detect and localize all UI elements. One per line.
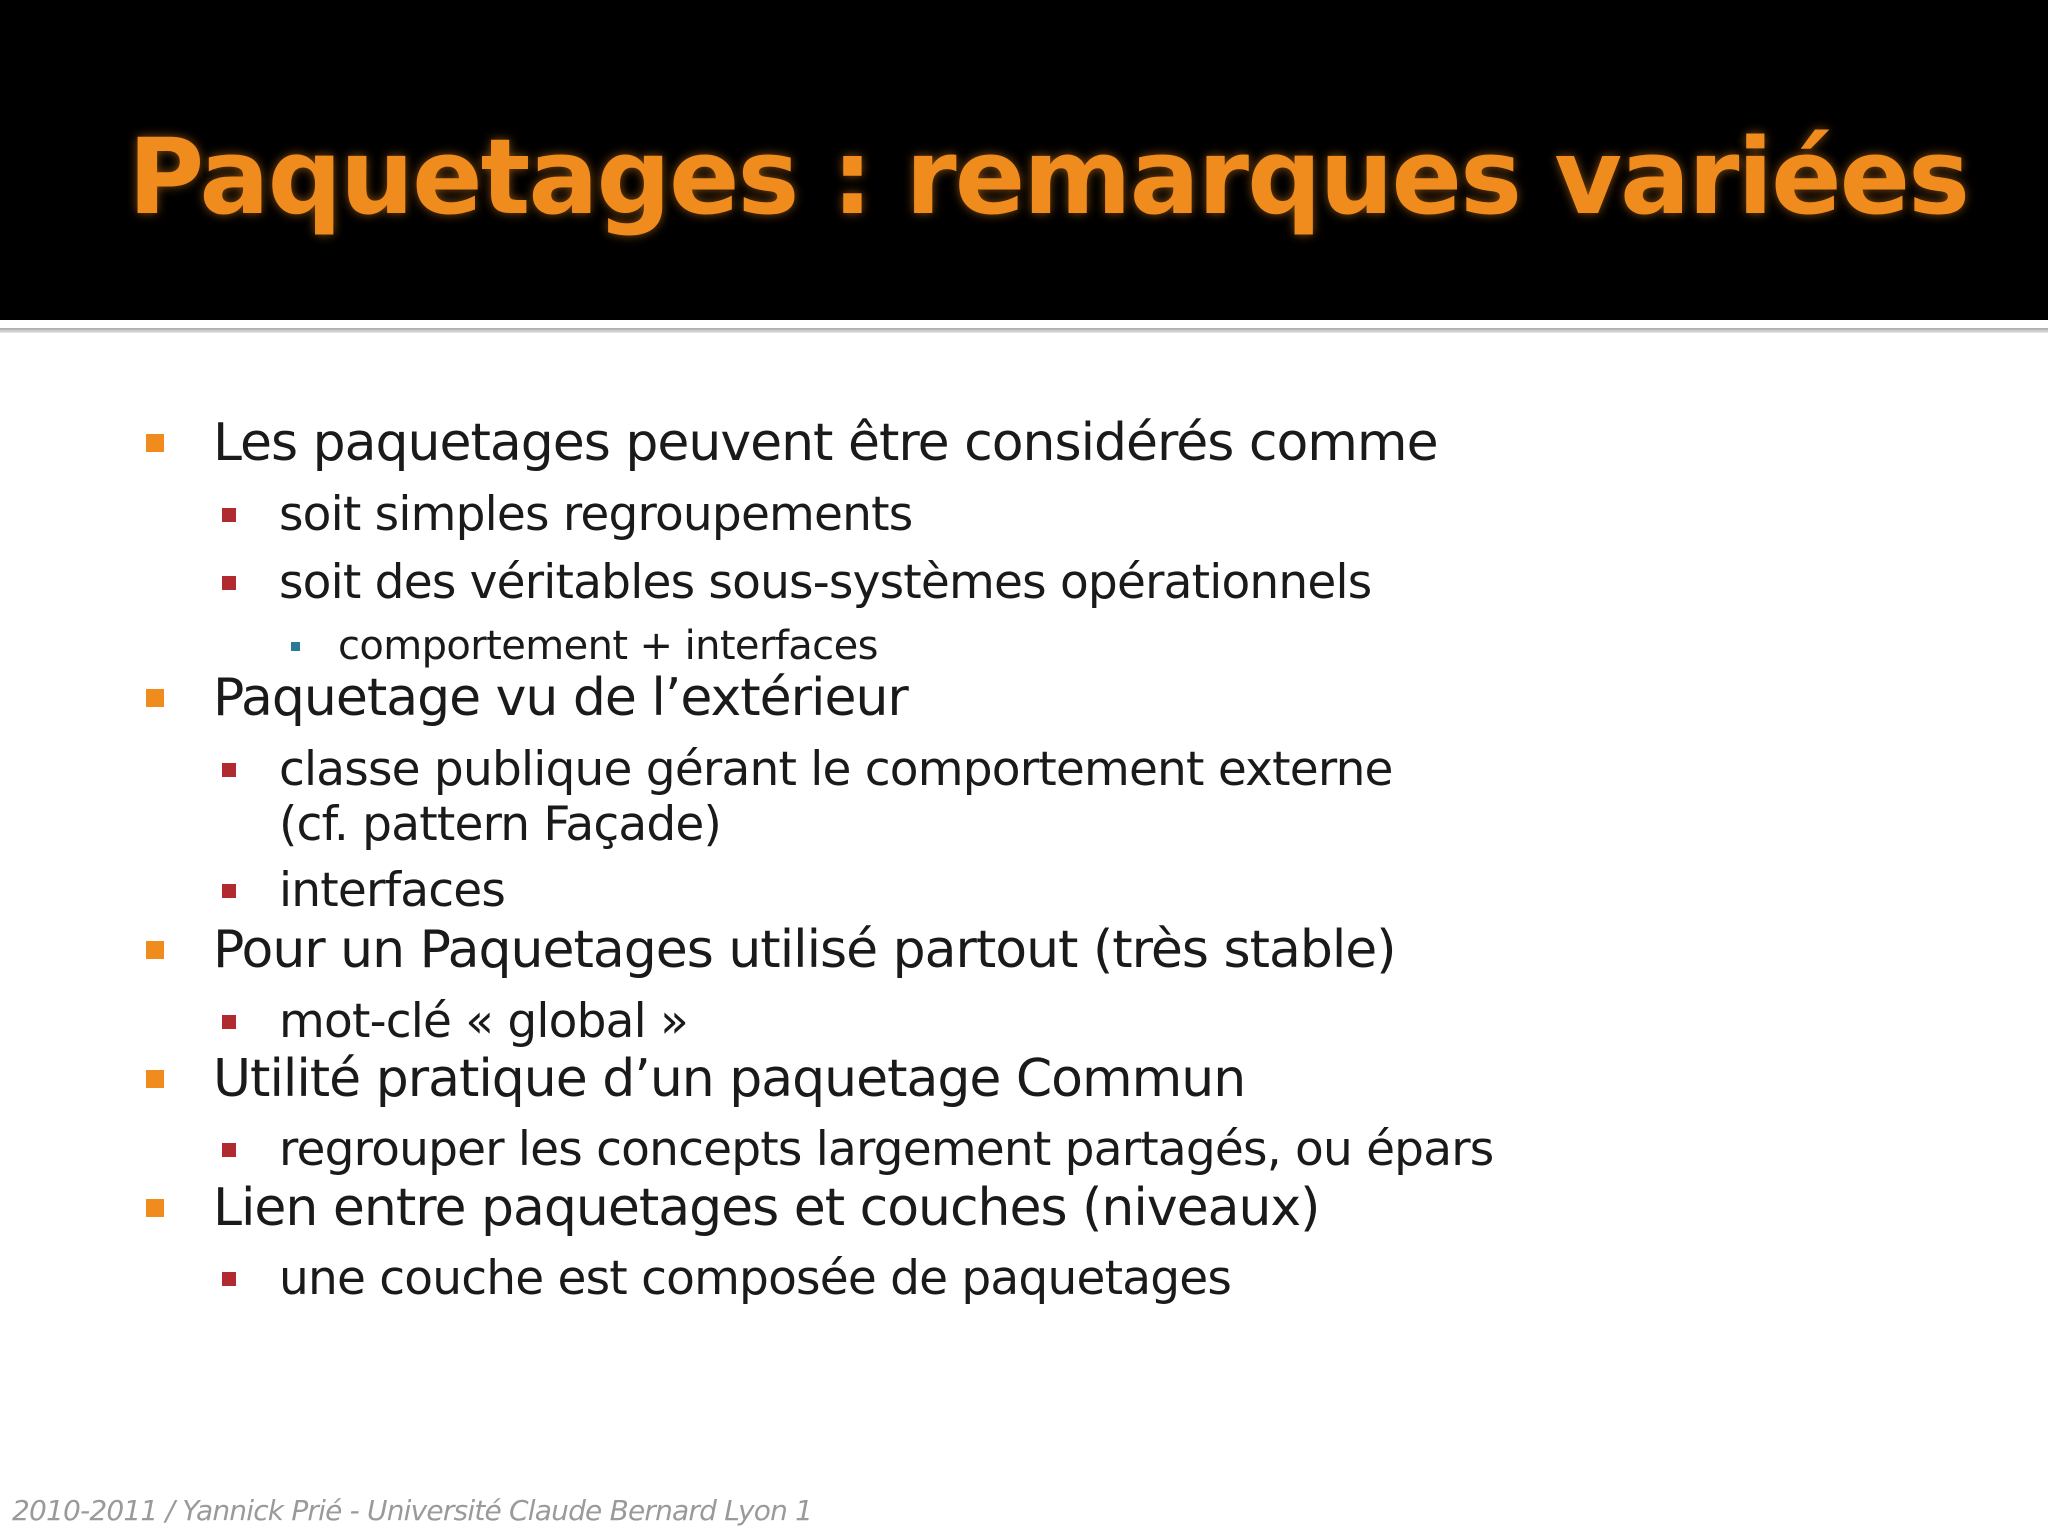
level2-bullet-icon bbox=[222, 763, 236, 777]
bullet-5-text: Lien entre paquetages et couches (niveaux) bbox=[213, 1178, 1320, 1238]
level3-bullet-icon bbox=[291, 642, 300, 651]
slide-footer: 2010-2011 / Yannick Prié - Université Claude Bernard Lyon 1 bbox=[12, 1494, 813, 1527]
level2-bullet-icon bbox=[222, 1272, 236, 1286]
bullet-2-2-text: interfaces bbox=[279, 863, 506, 918]
level2-bullet-icon bbox=[222, 1015, 236, 1029]
level1-bullet-icon bbox=[146, 1070, 164, 1088]
level1-bullet-icon bbox=[146, 1199, 164, 1217]
bullet-1-text: Les paquetages peuvent être considérés comme bbox=[213, 413, 1438, 473]
level1-bullet-icon bbox=[146, 434, 164, 452]
bullet-4-1-text: regrouper les concepts largement partagés, ou épars bbox=[279, 1122, 1494, 1177]
bullet-1-1-text: soit simples regroupements bbox=[279, 487, 913, 542]
bullet-4-text: Utilité pratique d’un paquetage Commun bbox=[213, 1049, 1246, 1109]
level2-bullet-icon bbox=[222, 508, 236, 522]
bullet-3-text: Pour un Paquetages utilisé partout (très stable) bbox=[213, 920, 1396, 980]
bullet-2-1-text-continued: (cf. pattern Façade) bbox=[279, 797, 722, 852]
bullet-5-1-text: une couche est composée de paquetages bbox=[279, 1251, 1232, 1306]
level2-bullet-icon bbox=[222, 576, 236, 590]
level1-bullet-icon bbox=[146, 941, 164, 959]
bullet-1-2-1-text: comportement + interfaces bbox=[338, 623, 878, 669]
bullet-2-1-text: classe publique gérant le comportement externe bbox=[279, 742, 1393, 797]
bullet-2-text: Paquetage vu de l’extérieur bbox=[213, 668, 908, 728]
level1-bullet-icon bbox=[146, 689, 164, 707]
bullet-1-2-text: soit des véritables sous-systèmes opérationnels bbox=[279, 555, 1372, 610]
slide-title: Paquetages : remarques variées bbox=[128, 116, 1969, 238]
level2-bullet-icon bbox=[222, 884, 236, 898]
bullet-3-1-text: mot-clé « global » bbox=[279, 994, 689, 1049]
level2-bullet-icon bbox=[222, 1143, 236, 1157]
